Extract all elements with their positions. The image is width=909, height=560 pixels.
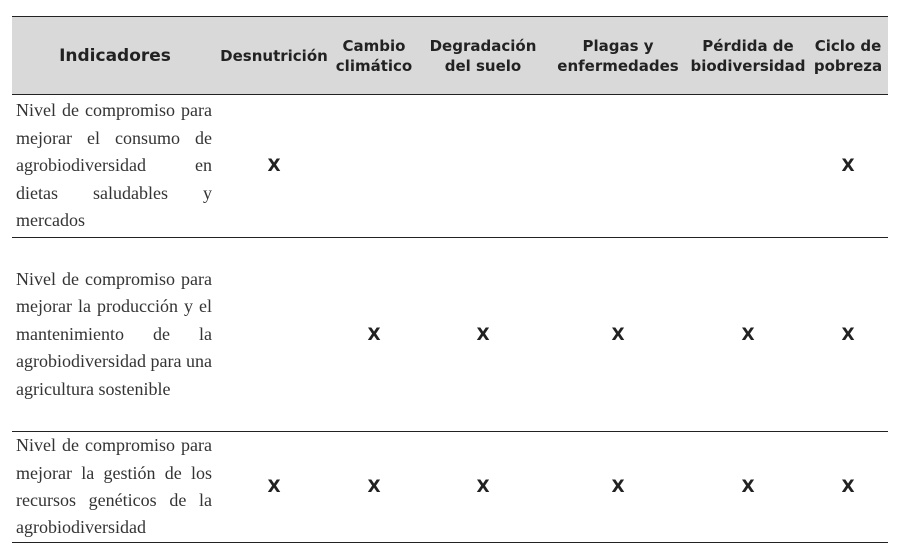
mark-cell <box>218 238 330 432</box>
mark-cell: X <box>476 477 490 497</box>
mark-cell: X <box>367 477 381 497</box>
header-perdida-biodiversidad: Pérdida de biodiversidad <box>688 17 808 95</box>
indicator-label: Nivel de compromiso para mejorar la producción y el mantenimiento de la agrobiodiversidad para una agricultura sostenible <box>16 268 212 399</box>
mark-cell: X <box>476 324 490 345</box>
mark-cell: X <box>741 324 755 345</box>
mark-cell <box>688 95 808 238</box>
indicator-label: Nivel de compromiso para mejorar la gestión de los recursos genéticos de la agrobiodiversidad <box>16 435 212 538</box>
header-desnutricion: Desnutrición <box>218 17 330 95</box>
header-indicadores: Indicadores <box>12 17 218 95</box>
mark-cell: X <box>611 477 625 497</box>
mark-cell: X <box>841 324 855 345</box>
indicator-label: Nivel de compromiso para mejorar el consumo de agrobiodiversidad en dietas saludables y mercados <box>16 100 212 231</box>
header-row <box>12 17 888 95</box>
mark-cell: X <box>367 324 381 345</box>
table-row <box>12 238 888 432</box>
mark-cell: X <box>841 156 855 176</box>
header-plagas-enfermedades: Plagas y enfermedades <box>548 17 688 95</box>
header-cambio-climatico: Cambio climático <box>330 17 418 95</box>
mark-cell: X <box>267 156 281 176</box>
mark-cell <box>548 95 688 238</box>
indicators-table <box>12 16 888 543</box>
header-degradacion-suelo: Degradación del suelo <box>418 17 548 95</box>
table-row <box>12 432 888 543</box>
mark-cell: X <box>741 477 755 497</box>
mark-cell <box>418 95 548 238</box>
mark-cell <box>330 95 418 238</box>
header-ciclo-pobreza: Ciclo de pobreza <box>808 17 888 95</box>
table-row <box>12 95 888 238</box>
mark-cell: X <box>611 324 625 345</box>
mark-cell: X <box>267 477 281 497</box>
mark-cell: X <box>841 477 855 497</box>
